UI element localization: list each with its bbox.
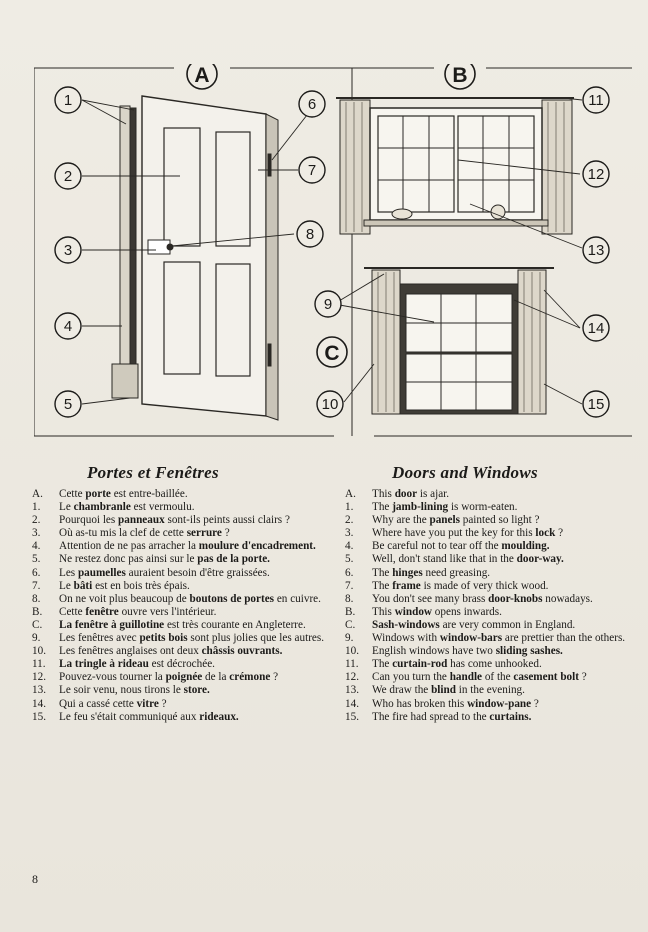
english-entry (345, 514, 637, 527)
entry-fragment: ? (531, 697, 539, 710)
entry-fragment: is made of very thick wood. (420, 579, 549, 592)
callout-3: 3 (63, 242, 73, 259)
entry-key: 4. (345, 540, 354, 553)
entry-fragment: Les fenêtres avec (59, 632, 140, 645)
callout-11: 11 (588, 92, 604, 109)
entry-fragment: nowadays. (542, 592, 593, 605)
entry-text (59, 671, 328, 684)
entry-key: 7. (345, 579, 354, 592)
french-entry (32, 553, 328, 566)
french-entry (32, 527, 328, 540)
entry-fragment: Cette (59, 605, 86, 618)
entry-key: 6. (345, 566, 354, 579)
english-entry (345, 488, 637, 501)
entry-text (59, 619, 328, 632)
entry-key: 11. (345, 658, 359, 671)
entry-fragment: Le (59, 579, 74, 592)
entry-text (372, 698, 637, 711)
entry-text (372, 632, 637, 645)
entry-fragment: auraient besoin d'être graissées. (125, 566, 270, 579)
entry-fragment: Attention de ne pas arracher la (59, 540, 199, 553)
callout-6: 6 (307, 96, 317, 113)
vocabulary-term: hinges (392, 566, 423, 579)
entry-fragment: Who has broken this (372, 697, 468, 710)
entry-fragment: Où as-tu mis la clef de cette (59, 527, 187, 540)
entry-text (59, 606, 328, 619)
french-entry (32, 632, 328, 645)
entry-text (59, 658, 328, 671)
entry-text (59, 698, 328, 711)
entry-fragment: Pourquoi les (59, 514, 119, 527)
french-entry (32, 488, 328, 501)
entry-fragment: est très courante en Angleterre. (164, 618, 306, 631)
entry-text (59, 711, 328, 724)
vocabulary-term: vitre (136, 697, 159, 710)
entry-key: 15. (345, 710, 359, 723)
french-entry (32, 593, 328, 606)
entry-fragment: You don't see many brass (372, 592, 489, 605)
entry-fragment: We draw the (372, 684, 432, 697)
english-entry (345, 658, 637, 671)
vocabulary-term: blind (431, 684, 456, 697)
entry-fragment: The (372, 566, 393, 579)
entry-fragment: need greasing. (422, 566, 491, 579)
entry-text (59, 593, 328, 606)
entry-key: 8. (345, 592, 354, 605)
french-entry (32, 645, 328, 658)
vocabulary-term: paumelles (77, 566, 126, 579)
panel-label-c: C (324, 342, 340, 365)
entry-key: 4. (32, 540, 41, 553)
entry-text (372, 501, 637, 514)
page-number: 8 (32, 872, 38, 886)
entry-text (59, 514, 328, 527)
english-vocabulary-list (345, 488, 637, 724)
english-entry (345, 645, 637, 658)
entry-text (372, 540, 637, 553)
vocabulary-term: door (394, 488, 418, 500)
vocabulary-term: frame (392, 579, 421, 592)
entry-fragment: This (372, 488, 395, 500)
entry-key: 9. (32, 632, 41, 645)
vocabulary-term: La tringle à rideau (59, 658, 149, 671)
vocabulary-term: curtains. (489, 710, 532, 723)
entry-fragment: has come unhooked. (447, 658, 542, 671)
entry-key: A. (32, 488, 43, 500)
entry-fragment: Qui a cassé cette (59, 697, 137, 710)
entry-text (59, 645, 328, 658)
entry-fragment: en cuivre. (274, 592, 321, 605)
entry-key: 5. (345, 553, 354, 566)
callout-12: 12 (587, 166, 605, 183)
entry-text (59, 684, 328, 697)
entry-fragment: The (372, 579, 393, 592)
english-entry (345, 527, 637, 540)
entry-fragment: de la (202, 671, 230, 684)
entry-text (59, 540, 328, 553)
vocabulary-term: porte (85, 488, 111, 500)
callout-1: 1 (63, 92, 73, 109)
vocabulary-term: crémone (229, 671, 271, 684)
entry-text (372, 553, 637, 566)
entry-text (372, 514, 637, 527)
sash-window-drawing (364, 268, 554, 414)
entry-fragment: Le soir venu, nous tirons le (59, 684, 184, 697)
vocabulary-term: handle (449, 671, 483, 684)
french-heading: Portes et Fenêtres (87, 463, 219, 482)
vocabulary-term: window (394, 605, 432, 618)
entry-text (372, 527, 637, 540)
callout-9: 9 (323, 296, 333, 313)
english-entry (345, 684, 637, 697)
french-entry (32, 711, 328, 724)
entry-fragment: sont plus jolies que les autres. (187, 632, 325, 645)
entry-text (59, 580, 328, 593)
entry-text (59, 567, 328, 580)
entry-fragment: est décrochée. (148, 658, 215, 671)
entry-text (59, 632, 328, 645)
entry-key: C. (32, 618, 43, 631)
door-drawing (112, 96, 278, 420)
english-entry (345, 501, 637, 514)
entry-fragment: Well, don't stand like that in the (372, 553, 517, 566)
vocabulary-term: door-knobs (488, 592, 543, 605)
entry-fragment: The (372, 658, 393, 671)
entry-fragment: is ajar. (417, 488, 450, 500)
english-entry (345, 540, 637, 553)
callout-4: 4 (63, 318, 73, 335)
vocabulary-term: door-way. (516, 553, 564, 566)
entry-fragment: est vermoulu. (130, 501, 195, 514)
casement-window-drawing (336, 98, 574, 234)
french-entry (32, 684, 328, 697)
entry-text (372, 684, 637, 697)
entry-fragment: sont-ils peints aussi clairs ? (164, 514, 290, 527)
entry-fragment: Le (59, 501, 74, 514)
english-entry (345, 553, 637, 566)
entry-key: 2. (32, 514, 41, 527)
vocabulary-term: sliding sashes. (495, 645, 563, 658)
french-entry (32, 698, 328, 711)
vocabulary-term: casement bolt (513, 671, 579, 684)
panel-label-a: A (194, 64, 210, 87)
entry-fragment: Can you turn the (372, 671, 450, 684)
entry-key: 2. (345, 514, 354, 527)
english-entry (345, 606, 637, 619)
entry-text (372, 645, 637, 658)
callout-8: 8 (305, 226, 315, 243)
entry-fragment: Cette (59, 488, 86, 500)
vocabulary-term: Sash-windows (372, 618, 440, 631)
entry-fragment: est en bois très épais. (92, 579, 190, 592)
entry-text (59, 527, 328, 540)
entry-fragment: is worm-eaten. (448, 501, 518, 514)
english-entry (345, 711, 637, 724)
entry-fragment: painted so light ? (459, 514, 540, 527)
entry-key: C. (345, 618, 356, 631)
entry-key: 3. (32, 527, 41, 540)
entry-key: 7. (32, 579, 41, 592)
entry-key: 14. (345, 697, 359, 710)
entry-key: 3. (345, 527, 354, 540)
entry-text (372, 567, 637, 580)
english-entry (345, 567, 637, 580)
entry-fragment: opens inwards. (432, 605, 502, 618)
entry-text (372, 619, 637, 632)
english-entry (345, 593, 637, 606)
entry-key: 14. (32, 697, 46, 710)
entry-fragment: Les (59, 566, 78, 579)
entry-text (372, 671, 637, 684)
entry-text (372, 580, 637, 593)
vocabulary-term: panels (429, 514, 460, 527)
english-entry (345, 698, 637, 711)
entry-key: 13. (345, 684, 359, 697)
vocabulary-term: chambranle (73, 501, 131, 514)
english-entry (345, 580, 637, 593)
entry-text (372, 606, 637, 619)
vocabulary-term: boutons de portes (189, 592, 275, 605)
english-entry (345, 619, 637, 632)
entry-text (372, 711, 637, 724)
vocabulary-term: pas de la porte. (197, 553, 270, 566)
english-entry (345, 671, 637, 684)
vocabulary-term: poignée (165, 671, 203, 684)
callout-15: 15 (587, 396, 605, 413)
entry-key: 10. (345, 645, 359, 658)
callout-13: 13 (587, 242, 605, 259)
entry-fragment: are very common in England. (439, 618, 576, 631)
entry-key: 10. (32, 645, 46, 658)
panel-label-b: B (452, 64, 468, 87)
french-entry (32, 606, 328, 619)
entry-key: 13. (32, 684, 46, 697)
callout-7: 7 (307, 162, 317, 179)
french-entry (32, 501, 328, 514)
vocabulary-term: moulding. (501, 540, 550, 553)
entry-key: 12. (345, 671, 359, 684)
vocabulary-term: châssis ouvrants. (201, 645, 283, 658)
vocabulary-term: store. (183, 684, 210, 697)
callout-5: 5 (63, 396, 73, 413)
entry-fragment: Les fenêtres anglaises ont deux (59, 645, 202, 658)
french-entry (32, 658, 328, 671)
entry-fragment: est entre-baillée. (110, 488, 188, 500)
vocabulary-term: window-pane (467, 697, 532, 710)
entry-fragment: ouvre vers l'intérieur. (118, 605, 217, 618)
illustration-doors-windows (34, 64, 632, 440)
entry-fragment: ? (221, 527, 230, 540)
entry-fragment: The fire had spread to the (372, 710, 490, 723)
english-heading: Doors and Windows (392, 463, 538, 482)
entry-fragment: On ne voit plus beaucoup de (59, 592, 190, 605)
vocabulary-term: fenêtre (85, 605, 119, 618)
entry-fragment: Where have you put the key for this (372, 527, 536, 540)
french-entry (32, 619, 328, 632)
entry-fragment: are prettier than the others. (502, 632, 626, 645)
entry-fragment: English windows have two (372, 645, 496, 658)
entry-key: 5. (32, 553, 41, 566)
entry-key: 12. (32, 671, 46, 684)
entry-fragment: ? (578, 671, 587, 684)
entry-fragment: ? (270, 671, 279, 684)
entry-key: 8. (32, 592, 41, 605)
vocabulary-term: rideaux. (199, 710, 239, 723)
vocabulary-term: bâti (73, 579, 93, 592)
entry-key: B. (345, 605, 356, 618)
entry-fragment: Pouvez-vous tourner la (59, 671, 166, 684)
vocabulary-term: panneaux (118, 514, 165, 527)
entry-text (59, 553, 328, 566)
entry-key: 1. (32, 501, 41, 514)
entry-fragment: in the evening. (455, 684, 525, 697)
entry-fragment: ? (555, 527, 564, 540)
french-entry (32, 514, 328, 527)
entry-key: 9. (345, 632, 354, 645)
french-entry (32, 671, 328, 684)
callout-2: 2 (63, 168, 73, 185)
entry-text (59, 488, 328, 501)
french-entry (32, 580, 328, 593)
entry-text (59, 501, 328, 514)
vocabulary-term: jamb-lining (392, 501, 449, 514)
french-entry (32, 567, 328, 580)
french-vocabulary-list (32, 488, 328, 724)
entry-text (372, 593, 637, 606)
entry-fragment: Windows with (372, 632, 440, 645)
english-entry (345, 632, 637, 645)
entry-fragment: This (372, 605, 395, 618)
entry-key: B. (32, 605, 43, 618)
entry-fragment: Le feu s'était communiqué aux (59, 710, 200, 723)
french-entry (32, 540, 328, 553)
vocabulary-term: moulure d'encadrement. (198, 540, 316, 553)
entry-text (372, 488, 637, 501)
vocabulary-term: lock (535, 527, 556, 540)
callout-14: 14 (587, 320, 605, 337)
entry-fragment: The (372, 501, 393, 514)
entry-key: A. (345, 488, 356, 500)
entry-fragment: of the (482, 671, 514, 684)
entry-fragment: Be careful not to tear off the (372, 540, 502, 553)
vocabulary-term: La fenêtre à guillotine (59, 618, 165, 631)
entry-key: 6. (32, 566, 41, 579)
vocabulary-term: curtain-rod (392, 658, 448, 671)
entry-fragment: Why are the (372, 514, 430, 527)
entry-text (372, 658, 637, 671)
vocabulary-term: window-bars (439, 632, 503, 645)
vocabulary-term: petits bois (139, 632, 188, 645)
entry-fragment: ? (158, 697, 167, 710)
vocabulary-term: serrure (186, 527, 222, 540)
entry-key: 15. (32, 710, 46, 723)
entry-fragment: Ne restez donc pas ainsi sur le (59, 553, 198, 566)
entry-key: 11. (32, 658, 46, 671)
entry-key: 1. (345, 501, 354, 514)
callout-10: 10 (321, 396, 339, 413)
